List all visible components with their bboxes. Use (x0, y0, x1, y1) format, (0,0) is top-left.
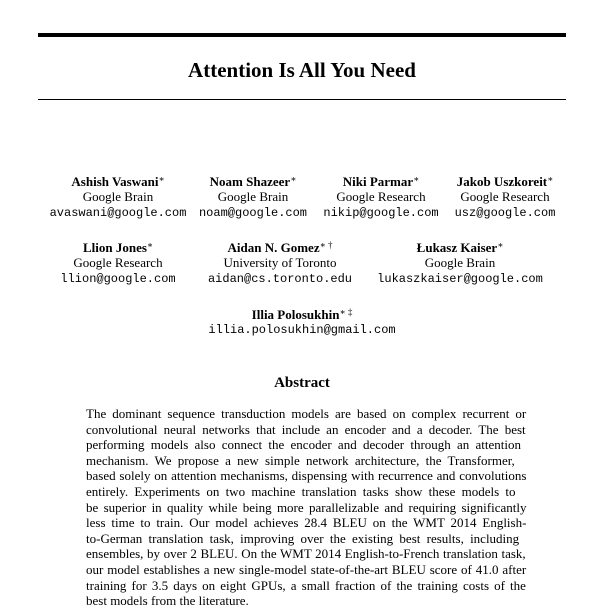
author-email: aidan@cs.toronto.edu (207, 272, 353, 286)
abstract-line: less time to train. Our model achieves 28.4 BLEU on the WMT 2014 English- (86, 515, 527, 531)
paper-title: Attention Is All You Need (188, 58, 416, 82)
author-email: llion@google.com (60, 272, 176, 286)
author-email: lukaszkaiser@google.com (377, 272, 543, 286)
abstract-line: training for 3.5 days on eight GPUs, a small fraction of the training costs of the (86, 577, 526, 593)
abstract-line: performing models also connect the encoder and decoder through an attention (86, 437, 522, 453)
author-affiliation: Google Research (73, 255, 163, 270)
author-affiliation: Google Brain (424, 255, 496, 270)
author-email: avaswani@google.com (49, 206, 187, 220)
author-footnote-mark: ∗ (497, 240, 504, 250)
abstract-heading: Abstract (274, 375, 330, 391)
author-block (199, 174, 307, 221)
author-affiliation: Google Brain (82, 189, 154, 204)
abstract-line: mechanism. We propose a new simple network architecture, the Transformer, (86, 452, 515, 468)
author-footnote-mark: ∗ (413, 174, 420, 184)
author-block (208, 240, 352, 287)
author-block (323, 174, 438, 221)
author-name: Niki Parmar∗ (342, 174, 420, 189)
abstract-line: entirely. Experiments on two machine translation tasks show these models to (86, 483, 516, 499)
author-footnote-mark: ∗ ‡ (339, 307, 353, 317)
abstract-body (86, 406, 526, 609)
author-name: Jakob Uszkoreit∗ (456, 174, 554, 189)
author-name: Aidan N. Gomez∗ † (227, 240, 333, 255)
author-name: Ashish Vaswani∗ (71, 174, 165, 189)
author-block (60, 240, 175, 287)
author-footnote-mark: ∗ (547, 174, 554, 184)
author-email: nikip@google.com (323, 206, 439, 220)
author-name: Llion Jones∗ (82, 240, 154, 255)
abstract-line: best models from the literature. (86, 593, 249, 609)
author-name: Łukasz Kaiser∗ (416, 240, 504, 255)
abstract-line: our model establishes a new single-model state-of-the-art BLEU score of 41.0 after (86, 561, 527, 577)
abstract-line: The dominant sequence transduction models are based on complex recurrent or (86, 406, 527, 421)
title-rule (38, 99, 566, 100)
author-name: Noam Shazeer∗ (209, 174, 297, 189)
top-rule (38, 33, 566, 37)
author-email: usz@google.com (454, 206, 556, 220)
author-name: Illia Polosukhin∗ ‡ (251, 307, 353, 322)
abstract-line: convolutional neural networks that include an encoder and a decoder. The best (86, 421, 526, 437)
author-footnote-mark: ∗ (158, 174, 165, 184)
abstract-line: be superior in quality while being more parallelizable and requiring significantly (86, 499, 527, 515)
author-block (208, 307, 395, 338)
abstract-line: based solely on attention mechanisms, dispensing with recurrence and convolutions (86, 468, 527, 484)
author-block (455, 174, 556, 221)
author-email: illia.polosukhin@gmail.com (208, 323, 396, 337)
author-affiliation: University of Toronto (223, 255, 337, 270)
author-footnote-mark: ∗ (146, 240, 154, 250)
author-email: noam@google.com (198, 206, 308, 220)
author-block (50, 174, 187, 221)
author-footnote-mark: ∗ (290, 174, 297, 184)
author-affiliation: Google Research (460, 189, 550, 204)
author-footnote-mark: ∗ † (319, 240, 333, 250)
author-block (377, 240, 543, 287)
abstract-line: ensembles, by over 2 BLEU. On the WMT 2014 English-to-French translation task, (86, 546, 526, 562)
abstract-line: to-German translation task, improving over the existing best results, including (86, 530, 520, 546)
author-affiliation: Google Brain (217, 189, 289, 204)
author-affiliation: Google Research (336, 189, 426, 204)
